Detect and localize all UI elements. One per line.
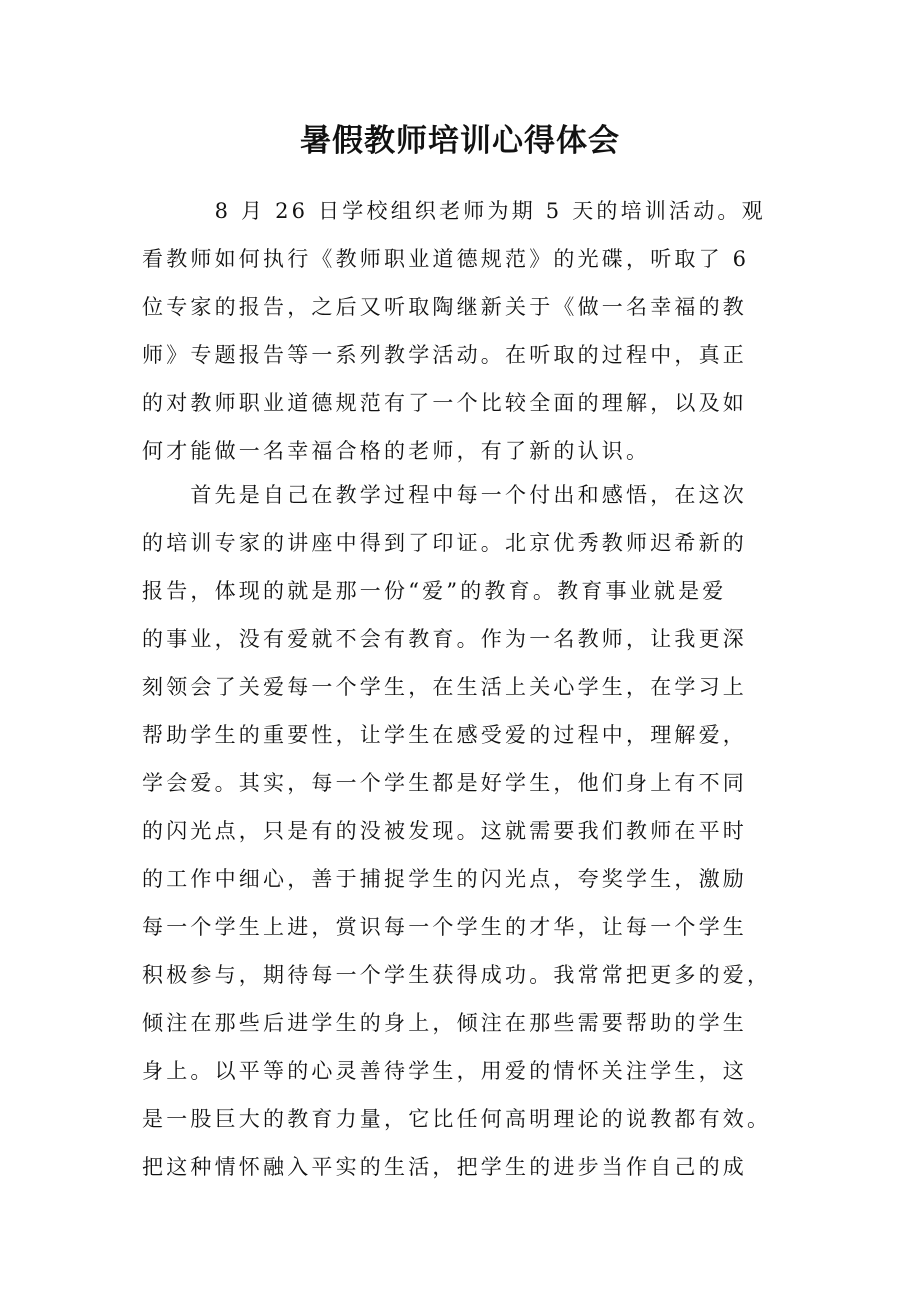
paragraph-line: 8 月 26 日学校组织老师为期 5 天的培训活动。观 [142, 199, 766, 223]
paragraph-line: 报告，体现的就是那一份“爱”的教育。教育事业就是爱 [142, 579, 727, 603]
paragraph-line: 倾注在那些后进学生的身上，倾注在那些需要帮助的学生 [142, 1011, 747, 1035]
paragraph-line: 每一个学生上进，赏识每一个学生的才华，让每一个学生 [142, 915, 747, 939]
paragraph-line: 首先是自己在教学过程中每一个付出和感悟，在这次 [142, 483, 747, 507]
document-title: 暑假教师培训心得体会 [300, 123, 620, 159]
paragraph-line: 帮助学生的重要性，让学生在感受爱的过程中，理解爱， [142, 723, 747, 747]
paragraph-line: 学会爱。其实，每一个学生都是好学生，他们身上有不同 [142, 771, 747, 795]
paragraph-2 [142, 471, 782, 1191]
paragraph-line: 的工作中细心，善于捕捉学生的闪光点，夸奖学生，激励 [142, 867, 747, 891]
paragraph-line: 积极参与，期待每一个学生获得成功。我常常把更多的爱， [142, 963, 772, 987]
paragraph-line: 的事业，没有爱就不会有教育。作为一名教师，让我更深 [142, 627, 747, 651]
paragraph-line: 刻领会了关爱每一个学生，在生活上关心学生，在学习上 [142, 675, 747, 699]
paragraph-line: 师》专题报告等一系列教学活动。在听取的过程中，真正 [142, 343, 747, 367]
paragraph-line: 位专家的报告，之后又听取陶继新关于《做一名幸福的教 [142, 295, 747, 319]
paragraph-line: 何才能做一名幸福合格的老师，有了新的认识。 [142, 439, 651, 463]
paragraph-line: 的对教师职业道德规范有了一个比较全面的理解，以及如 [142, 391, 747, 415]
paragraph-line: 把这种情怀融入平实的生活，把学生的进步当作自己的成 [142, 1155, 747, 1179]
paragraph-line: 的闪光点，只是有的没被发现。这就需要我们教师在平时 [142, 819, 747, 843]
paragraph-line: 看教师如何执行《教师职业道德规范》的光碟，听取了 6 [142, 247, 750, 271]
paragraph-line: 的培训专家的讲座中得到了印证。北京优秀教师迟希新的 [142, 531, 747, 555]
paragraph-1 [142, 187, 782, 475]
paragraph-line: 是一股巨大的教育力量，它比任何高明理论的说教都有效。 [142, 1107, 772, 1131]
paragraph-line: 身上。以平等的心灵善待学生，用爱的情怀关注学生，这 [142, 1059, 747, 1083]
